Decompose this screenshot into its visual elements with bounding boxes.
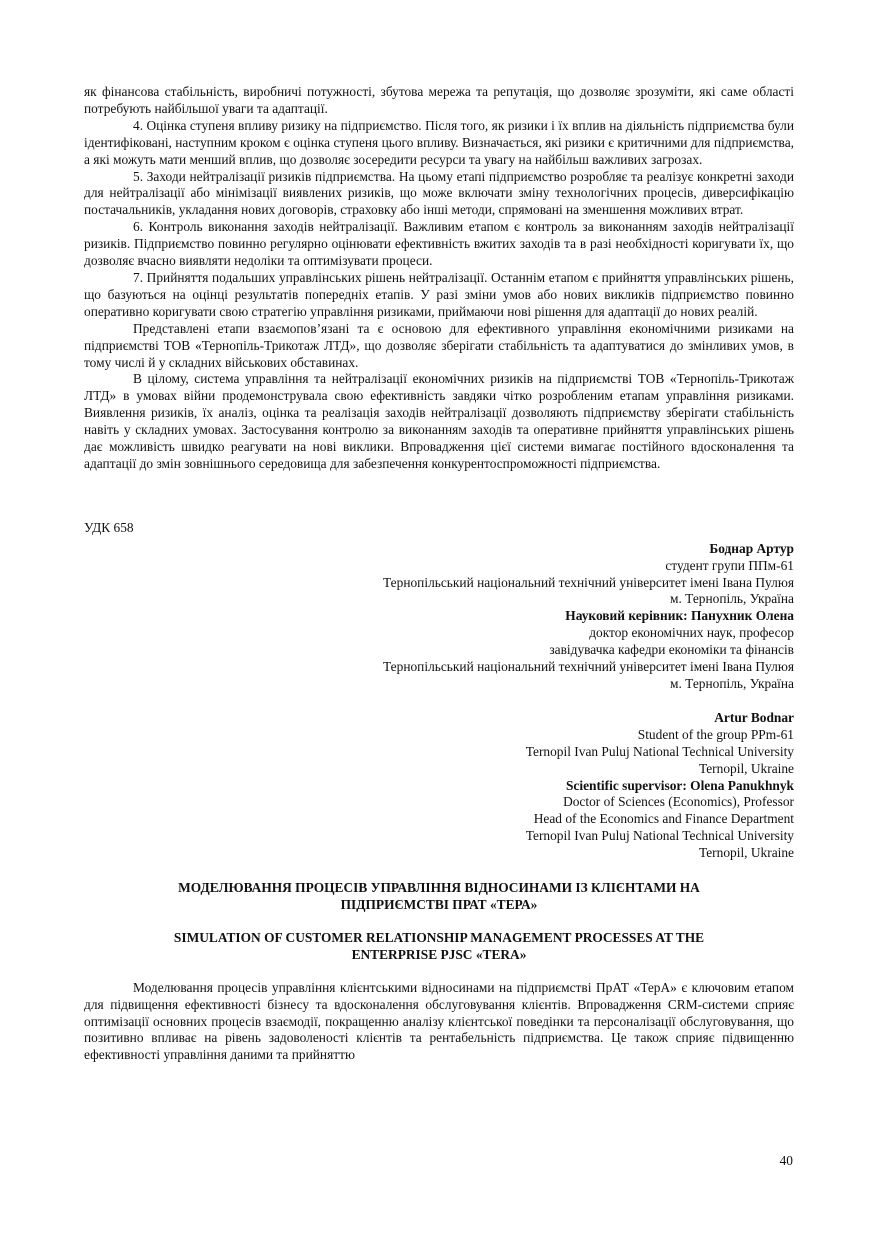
paragraph: 4. Оцінка ступеня впливу ризику на підприємство. Після того, як ризики і їх вплив на діяльність підприємства були ідентифіковані, наступним кроком є оцінка ступеня цього впливу. Визначається, які ризики є критичними для підприємства, а які можуть мати менший вплив, що дозволяє зосередити ресурси та увагу на найбільш важливих загрозах.: [84, 117, 794, 167]
author-block-ukrainian: [84, 541, 794, 693]
supervisor-position: Head of the Economics and Finance Department: [533, 811, 794, 827]
author-name: Artur Bodnar: [714, 709, 794, 725]
body-text: [84, 84, 794, 473]
author-city: Ternopil, Ukraine: [699, 760, 794, 776]
supervisor-name: Науковий керівник: Панухник Олена: [565, 608, 794, 624]
paragraph: Представлені етапи взаємопов’язані та є основою для ефективного управління економічними ризиками на підприємстві ТОВ «Тернопіль-Трикотаж ЛТД», що дозволяє зберігати стабільність та адаптуватися до змінливих умов, в тому числі й у складних військових обставинах.: [84, 320, 794, 370]
author-city: м. Тернопіль, Україна: [670, 591, 794, 607]
title-line: ПІДПРИЄМСТВІ ПРАТ «ТЕРА»: [340, 896, 538, 912]
supervisor-city: м. Тернопіль, Україна: [670, 676, 794, 691]
author-university: Ternopil Ivan Puluj National Technical University: [525, 743, 794, 759]
author-university: Тернопільський національний технічний університет імені Івана Пулюя: [383, 574, 794, 590]
supervisor-degree: доктор економічних наук, професор: [589, 625, 794, 641]
author-group: Student of the group PPm-61: [637, 726, 794, 742]
abstract-paragraph: Моделювання процесів управління клієнтськими відносинами на підприємстві ПрАТ «ТерА» є ключовим етапом для підвищення ефективності бізнесу та вдосконалення обслуговування клієнтів. Впровадження CRM-системи сприяє оптимізації основних процесів взаємодії, покращенню аналізу клієнтської поведінки та персоналізації обслуговування, що позитивно впливає на рівень задоволеності клієнтів та рентабельність підприємства. Це також сприяє підвищенню ефективності управління даними та прийняттю: [84, 979, 794, 1063]
supervisor-university: Ternopil Ivan Puluj National Technical University: [525, 828, 794, 844]
supervisor-position: завідувачка кафедри економіки та фінансів: [549, 642, 794, 658]
supervisor-city: Ternopil, Ukraine: [699, 845, 794, 861]
author-group: студент групи ППм-61: [665, 557, 794, 573]
author-name: Боднар Артур: [709, 540, 794, 556]
page-content: [84, 84, 794, 1064]
author-block-english: [84, 710, 794, 862]
title-line: SIMULATION OF CUSTOMER RELATIONSHIP MANAGEMENT PROCESSES AT THE: [173, 929, 705, 945]
paragraph: 6. Контроль виконання заходів нейтралізації. Важливим етапом є контроль за виконанням заходів нейтралізації ризиків. Підприємство повинно регулярно оцінювати ефективність вжитих заходів та в разі необхідності коригувати їх, що дозволяє вчасно виявляти недоліки та оптимізувати процеси.: [84, 219, 794, 269]
udk-code: УДК 658: [84, 519, 134, 535]
article-title-ukrainian: [84, 880, 794, 914]
title-line: МОДЕЛЮВАННЯ ПРОЦЕСІВ УПРАВЛІННЯ ВІДНОСИНАМИ ІЗ КЛІЄНТАМИ НА: [178, 880, 700, 896]
supervisor-name: Scientific supervisor: Olena Panukhnyk: [565, 777, 794, 793]
title-line: ENTERPRISE PJSC «TERA»: [351, 946, 527, 962]
paragraph: 7. Прийняття подальших управлінських рішень нейтралізації. Останнім етапом є прийняття управлінських рішень, що базуються на оцінці результатів попередніх етапів. У разі зміни умов або нових викликів підприємство повинно оперативно коригувати свою стратегію управління ризиками, приймаючи нові рішення для адаптації до нових реалій.: [84, 269, 794, 319]
page-number: 40: [779, 1153, 793, 1168]
paragraph: 5. Заходи нейтралізації ризиків підприємства. На цьому етапі підприємство розробляє та реалізує конкретні заходи для нейтралізації або мінімізації виявлених ризиків, що може включати зміну технологічних процесів, диверсифікацію постачальників, укладання нових договорів, страховку або інші методи, спрямовані на зменшення можливих втрат.: [84, 168, 794, 218]
supervisor-university: Тернопільський національний технічний університет імені Івана Пулюя: [383, 659, 794, 675]
supervisor-degree: Doctor of Sciences (Economics), Professor: [563, 794, 794, 810]
paragraph: як фінансова стабільність, виробничі потужності, збутова мережа та репутація, що дозволяє зрозуміти, які саме області потребують найбільшої уваги та адаптації.: [84, 84, 794, 116]
article-title-english: [84, 930, 794, 964]
paragraph: В цілому, система управління та нейтралізації економічних ризиків на підприємстві ТОВ «Тернопіль-Трикотаж ЛТД» в умовах війни продемонструвала свою ефективність завдяки чітко розробленим етапам управління ризиками. Виявлення ризиків, їх аналіз, оцінка та реалізація заходів нейтралізації дозволяють підприємству зберігати стабільність навіть у складних умовах. Застосування контролю за виконанням заходів та оперативне прийняття управлінських рішень дає можливість швидко реагувати на нові виклики. Впровадження цієї системи вимагає постійного вдосконалення та адаптації до змін зовнішнього середовища для забезпечення конкурентоспроможності підприємства.: [84, 371, 794, 471]
